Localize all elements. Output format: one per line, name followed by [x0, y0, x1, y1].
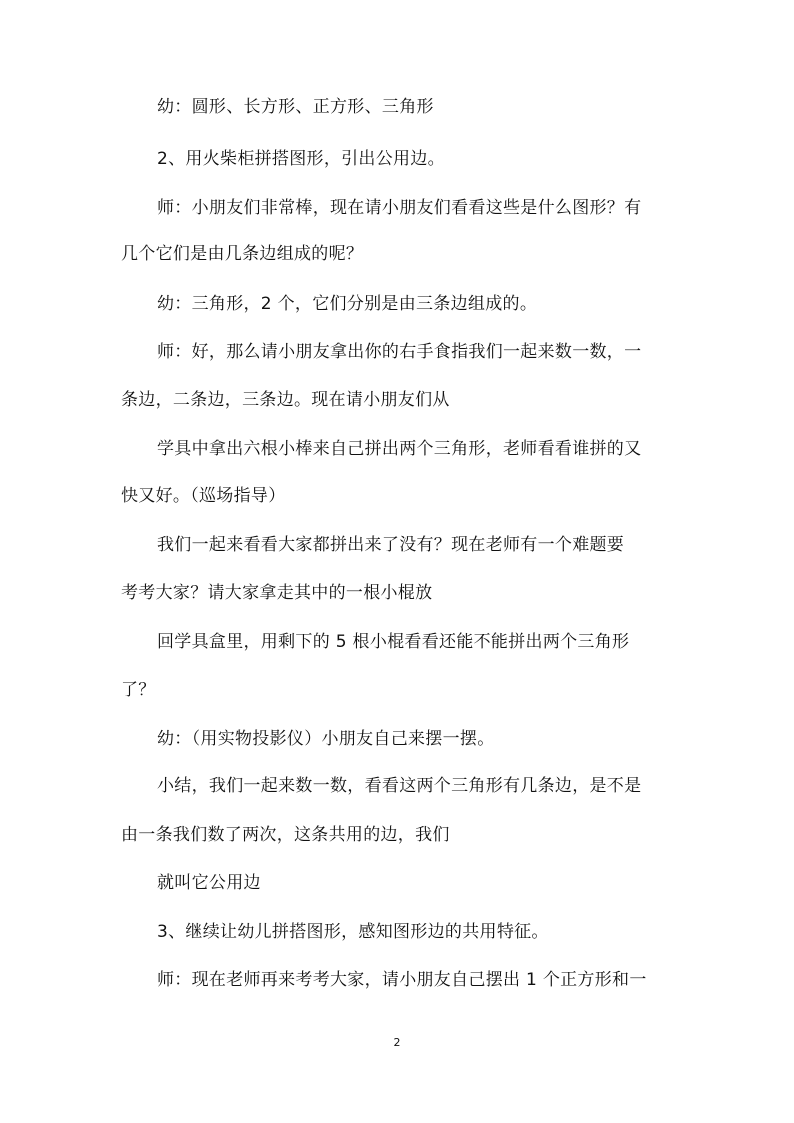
- text-line: 就叫它公用边: [157, 873, 261, 893]
- text-line: 幼：（用实物投影仪）小朋友自己来摆一摆。: [157, 729, 495, 749]
- text-line: 快又好。（巡场指导）: [121, 486, 286, 506]
- text-line: 师：好，那么请小朋友拿出你的右手食指我们一起来数一数，一: [157, 342, 642, 362]
- text-line: 了？: [121, 680, 156, 700]
- text-line: 师：小朋友们非常棒，现在请小朋友们看看这些是什么图形？有: [157, 198, 642, 218]
- text-line: 几个它们是由几条边组成的呢？: [121, 244, 364, 264]
- text-line: 考考大家？请大家拿走其中的一根小棍放: [121, 583, 433, 603]
- page-number: 2: [393, 1036, 401, 1049]
- text-line: 3、继续让幼儿拼搭图形，感知图形边的共用特征。: [157, 922, 549, 942]
- text-line: 由一条我们数了两次，这条共用的边，我们: [121, 825, 450, 845]
- text-line: 幼：圆形、长方形、正方形、三角形: [157, 97, 434, 117]
- text-line: 幼：三角形，2 个，它们分别是由三条边组成的。: [157, 294, 538, 314]
- text-line: 学具中拿出六根小棒来自己拼出两个三角形，老师看看谁拼的又: [157, 439, 642, 459]
- text-line: 小结，我们一起来数一数，看看这两个三角形有几条边，是不是: [157, 776, 642, 796]
- text-line: 条边，二条边，三条边。现在请小朋友们从: [121, 390, 450, 410]
- text-line: 师：现在老师再来考考大家，请小朋友自己摆出 1 个正方形和一: [157, 970, 647, 990]
- text-line: 我们一起来看看大家都拼出来了没有？现在老师有一个难题要: [157, 535, 625, 555]
- text-line: 回学具盒里，用剩下的 5 根小棍看看还能不能拼出两个三角形: [157, 632, 630, 652]
- text-line: 2、用火柴柜拼搭图形，引出公用边。: [157, 149, 445, 169]
